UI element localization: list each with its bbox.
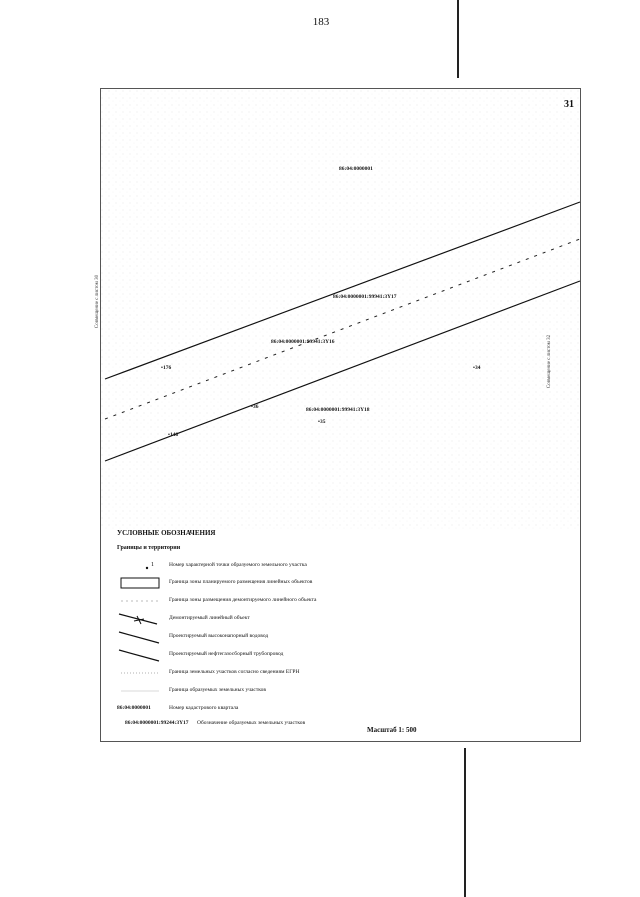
dismantle-zone-symbol xyxy=(117,594,161,608)
legend-row-water-pipeline: Проектируемый высоконапорный водовод xyxy=(117,630,447,644)
map-texture xyxy=(101,89,580,529)
point-label-36: •36 xyxy=(251,404,259,410)
point-symbol xyxy=(117,559,161,573)
legend-row-quarter: 86:04:0000001 Номер кадастрового квартала xyxy=(117,705,239,711)
map-drawing xyxy=(101,89,580,529)
legend-row-egrn-boundary: Граница земельных участков согласно сведениям ЕГРН xyxy=(117,666,447,680)
parcel-label-17: 86:04:0000001:99941:3Y17 xyxy=(333,294,397,300)
scale-label: Масштаб 1: 500 xyxy=(367,726,417,734)
formed-boundary-symbol xyxy=(117,684,161,698)
legend-row-zone: Граница зоны планируемого размещения линейных объектов xyxy=(117,576,447,590)
legend-row-point: 1 Номер характерной точки образуемого земельного участка xyxy=(117,559,447,573)
point-label-176: •176 xyxy=(161,365,172,371)
right-matchline-text: Совмещение с листом 32 xyxy=(547,334,553,389)
page-number: 183 xyxy=(312,16,330,28)
legend-row-oil-pipeline: Проектируемый нефтегазосборный трубопровод xyxy=(117,648,447,662)
point-label-148: •148 xyxy=(168,432,179,438)
quarter-label: 86:04:0000001 xyxy=(339,166,373,172)
bottom-right-margin-line xyxy=(464,748,466,897)
legend-row-parcel: 86:04:0000001:99244:3Y17 Обозначение образуемых земельных участков xyxy=(125,720,306,726)
parcel-label-18: 86:04:0000001:99941:3Y18 xyxy=(306,407,370,413)
legend-subtitle: Границы и территории xyxy=(117,545,181,551)
sheet-number: 31 xyxy=(564,99,574,110)
top-right-margin-line xyxy=(457,0,459,78)
legend-row-formed-boundary: Граница образуемых земельных участков xyxy=(117,684,447,698)
water-pipeline-symbol xyxy=(117,630,161,644)
legend xyxy=(105,529,575,734)
point-label-34: •34 xyxy=(473,365,481,371)
legend-title: УСЛОВНЫЕ ОБОЗНАЧЕНИЯ xyxy=(117,529,216,537)
legend-row-dismantle-zone: Граница зоны размещения демонтируемого линейного объекта xyxy=(117,594,447,608)
legend-row-dismantled-object: Демонтируемый линейный объект xyxy=(117,612,447,626)
left-matchline-text: Совмещение с листом 30 xyxy=(95,274,101,329)
point-label-35: •35 xyxy=(318,419,326,425)
egrn-boundary-symbol xyxy=(117,666,161,680)
parcel-label-16: 86:04:0000001:99941:3Y16 xyxy=(271,339,335,345)
zone-rectangle-symbol xyxy=(117,576,161,590)
svg-text:1: 1 xyxy=(151,562,154,568)
oil-pipeline-symbol xyxy=(117,648,161,662)
dismantled-object-symbol xyxy=(117,612,161,626)
map-sheet xyxy=(95,88,581,742)
